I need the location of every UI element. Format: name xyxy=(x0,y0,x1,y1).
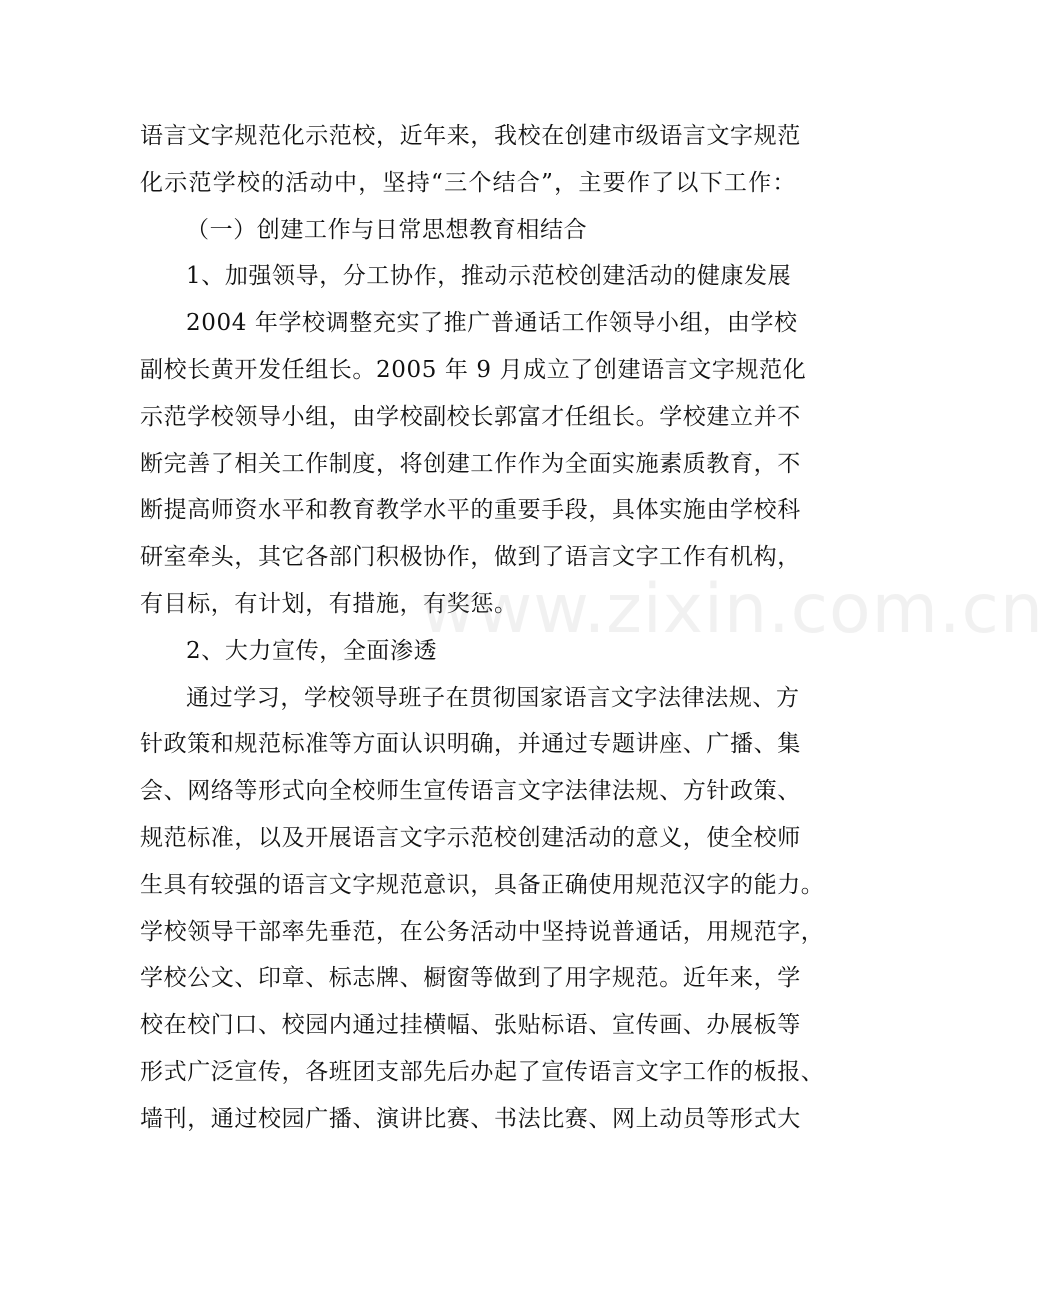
text-line: 墙刊，通过校园广播、演讲比赛、书法比赛、网上动员等形式大 xyxy=(140,1105,801,1132)
text-line: 规范标准，以及开展语言文字示范校创建活动的意义，使全校师 xyxy=(140,824,801,851)
section-heading: （一）创建工作与日常思想教育相结合 xyxy=(186,216,588,243)
watermark: www.zixin.com.cn xyxy=(420,570,1044,649)
subsection-heading: 2、大力宣传，全面渗透 xyxy=(186,637,438,664)
text-line: 语言文字规范化示范校，近年来，我校在创建市级语言文字规范 xyxy=(140,123,801,149)
text-line: 示范学校领导小组，由学校副校长郭富才任组长。学校建立并不 xyxy=(140,403,801,430)
text-line: 副校长黄开发任组长。2005 年 9 月成立了创建语言文字规范化 xyxy=(140,356,807,383)
text-line: 校在校门口、校园内通过挂横幅、张贴标语、宣传画、办展板等 xyxy=(140,1012,801,1039)
text-line: 学校领导干部率先垂范，在公务活动中坚持说普通话，用规范字， xyxy=(140,918,825,945)
text-line: 形式广泛宣传，各班团支部先后办起了宣传语言文字工作的板报、 xyxy=(140,1058,825,1085)
text-line: 研室牵头，其它各部门积极协作，做到了语言文字工作有机构， xyxy=(140,544,801,571)
document-body xyxy=(140,113,825,1143)
text-line: 通过学习，学校领导班子在贯彻国家语言文字法律法规、方 xyxy=(186,684,800,711)
text-line: 学校公文、印章、标志牌、橱窗等做到了用字规范。近年来，学 xyxy=(140,965,801,992)
text-line: 断提高师资水平和教育教学水平的重要手段，具体实施由学校科 xyxy=(140,497,801,524)
text-line: 针政策和规范标准等方面认识明确，并通过专题讲座、广播、集 xyxy=(140,731,801,758)
text-line: 生具有较强的语言文字规范意识，具备正确使用规范汉字的能力。 xyxy=(140,871,825,898)
text-line: 有目标，有计划，有措施，有奖惩。 xyxy=(140,590,518,617)
text-line: 会、网络等形式向全校师生宣传语言文字法律法规、方针政策、 xyxy=(140,778,801,805)
text-line: 断完善了相关工作制度，将创建工作作为全面实施素质教育，不 xyxy=(140,450,801,477)
text-line: 2004 年学校调整充实了推广普通话工作领导小组，由学校 xyxy=(186,310,798,337)
text-line: 化示范学校的活动中，坚持“三个结合”，主要作了以下工作： xyxy=(140,169,796,196)
subsection-heading: 1、加强领导，分工协作，推动示范校创建活动的健康发展 xyxy=(186,263,792,290)
